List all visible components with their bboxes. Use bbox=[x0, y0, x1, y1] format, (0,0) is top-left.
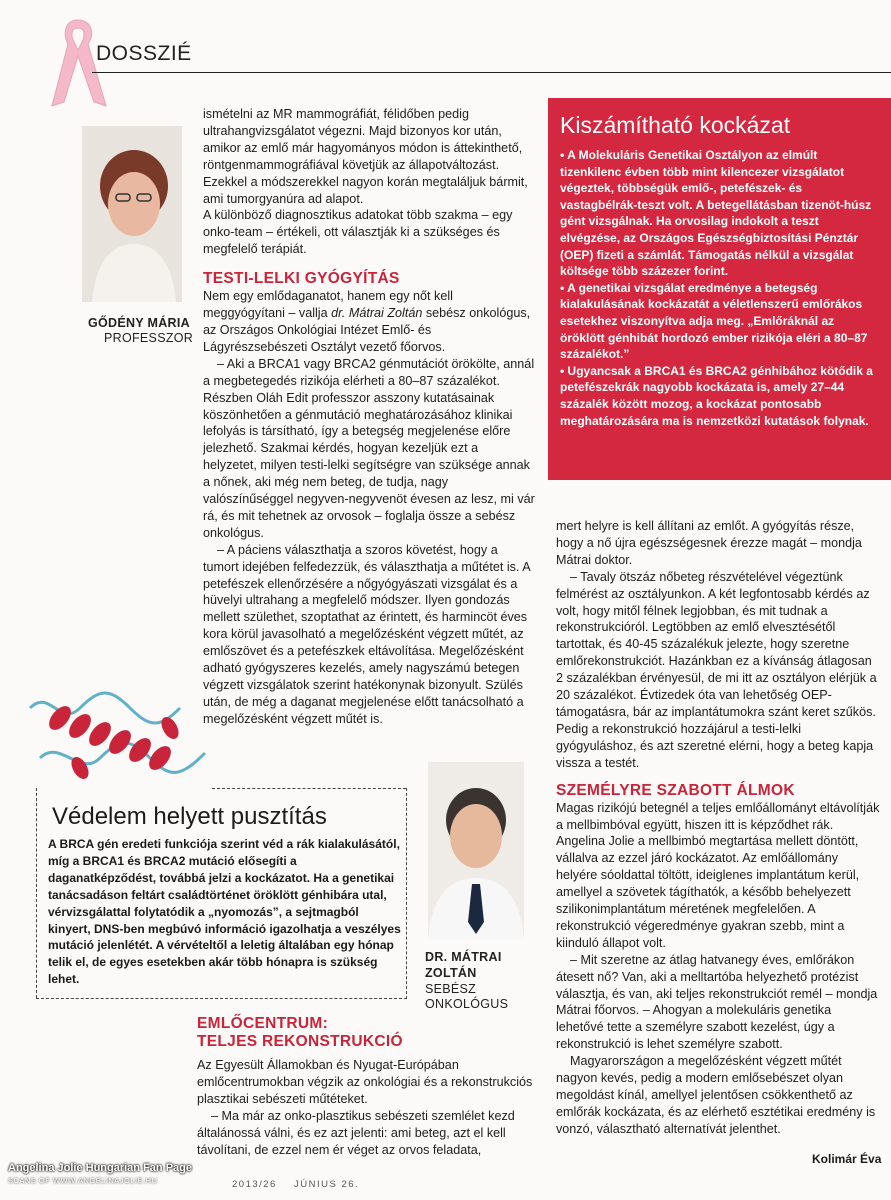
portrait-godeny-maria bbox=[82, 126, 182, 302]
redbox-title: Kiszámítható kockázat bbox=[560, 112, 791, 138]
col3-p1: mert helyre is kell állítani az emlőt. A gyógyítás része, hogy a nő újra egészségesnek érezze magát – mondja Mátrai doktor. bbox=[556, 519, 862, 567]
redbox-item: • A genetikai vizsgálat eredménye a betegség kialakulásának kockázatát a véletlenszerű emlőrákos esetekhez viszonyítva adja meg. „Emlőráknál az öröklött génhibát hordozó ember rizikója eléri a 80–87 százalékot.” bbox=[560, 280, 868, 362]
protein-structure-illustration bbox=[20, 668, 220, 798]
watermark-title: Angelina Jolie Hungarian Fan Page bbox=[8, 1162, 192, 1174]
kiszamithato-kockazat-box bbox=[548, 98, 891, 480]
profile2-name-line1: DR. MÁTRAI bbox=[425, 950, 502, 964]
vedelem-box-top-border bbox=[212, 788, 406, 789]
vedelem-box-left-border bbox=[36, 788, 37, 998]
heading-szemelyre-szabott: SZEMÉLYRE SZABOTT ÁLMOK bbox=[556, 781, 795, 799]
profile1-name: GŐDÉNY MÁRIA bbox=[88, 316, 190, 330]
author-byline: Kolimár Éva bbox=[812, 1152, 882, 1166]
vedelem-title: Védelem helyett pusztítás bbox=[52, 803, 327, 830]
col1-intro2: A különböző diagnosztikus adatokat több szakma – egy onko-team – értékeli, ott választják ki a szükséges és megfelelő terápiát. bbox=[203, 208, 513, 257]
heading-testi-lelki: TESTI-LELKI GYÓGYÍTÁS bbox=[203, 270, 400, 288]
profile2-role-line1: SEBÉSZ bbox=[425, 982, 477, 996]
col2b-p1: Az Egyesült Államokban és Nyugat-Európában emlőcentrumokban végzik az onkológiai és a rekonstrukciós plasztikai sebészeti műtéteket. bbox=[197, 1058, 533, 1106]
column3-text bbox=[556, 518, 880, 1138]
col1-intro: ismételni az MR mammográfiát, félidőben pedig ultrahangvizsgálatot végezni. Majd bizonyos kor után, amikor az emlő már hagyományos módon is áttekinthető, röntgenmammográfiával követjük az állapotváltozást. Ezekkel a módszerekkel nagyon korán megtaláljuk bármit, ami tumorgyanúra ad alapot. bbox=[203, 107, 528, 206]
redbox-item: • A Molekuláris Genetikai Osztályon az elmúlt tizenkilenc évben több mint kilencezer vizsgálatot végeztek, többségük emlő-, petefészek- és vastagbélrák-teszt volt. A betegellátásban tizenöt-húsz gént vizsgálnak. Ha orvosilag indokolt a teszt elvégzése, az Országos Egészségbiztosítási Pénztár (OEP) fizeti a számlát. Támogatás nélkül a vizsgálat költsége több százezer forint. bbox=[560, 148, 872, 279]
col3-p5: Magyarországon a megelőzésként végzett műtét nagyon kevés, pedig a modern emlősebészet olyan megoldást kínál, amellyel jelentősen csökkenthető az emlőrák kockázata, és az elérhető esztétikai eredmény is vonzó, választható alternatívát jelenthet. bbox=[556, 1054, 876, 1136]
col1-p2: – Aki a BRCA1 vagy BRCA2 génmutációt örökölte, annál a megbetegedés rizikója elérheti a 80–87 százalékot. Részben Oláh Edit professzor asszony kutatásainak köszönhetően a génmutáció meghatározásához klinikai lefolyás is társítható, így a betegség megjelenése előre jelezhető. Szakmai kérdés, hogyan kezeljük ezt a helyzetet, milyen testi-lelki segítségre van szüksége annak a nőnek, aki még nem beteg, de tudja, nagy valószínűséggel negyven-negyvenöt évesen az lesz, mi vár rá, és mit tehetnek az orvosok – foglalja össze a sebész onkológus. bbox=[203, 356, 535, 540]
col1-p3: – A páciens választhatja a szoros követést, hogy a tumort idejében felfedezzük, és választhatja a műtétet is. A petefészek ellenőrzésére a nőgyógyászati vizsgálat és a hüvelyi ultrahang a megfelelő módszer. Ilyen gondozás mellett születhet, szoptathat az érintett, és harmincöt éves kora körül javasolható a megelőzésként végzett műtét, az emlőszövet és a petefészkek eltávolítása. Megelőzésként adható gyógyszeres kezelés, amely nagyszámú betegen végzett vizsgálatok szerint hatékonynak bizonyult. Szülés után, de még a daganat megjelenése előtt tanácsolható a megelőzésként végzett műtét is. bbox=[203, 542, 530, 726]
col1-p1: Nem egy emlődaganatot, hanem egy nőt kell meggyógyítani – vallja dr. Mátrai Zoltán sebész onkológus, az Országos Onkológiai Intézet Emlő- és Lágyrészsebészeti Osztályt vezető főorvos. bbox=[203, 289, 531, 354]
column2-bottom-text bbox=[197, 1015, 535, 1158]
col3-p3: Magas rizikójú betegnél a teljes emlőállományt eltávolítják a mellbimbóval együtt, hiszen itt is képződhet rák. Angelina Jolie a mellbimbó megtartása mellett döntött, vállalva az ezzel járó kockázatot. Az emlőállomány helyére sóoldattal töltött, ideiglenes implantátum kerül, amellyel a szövetek tágíthatók, a később behelyezett szilikonimplantátum méretének megfelelően. A rekonstrukció végeredménye gyakran szebb, mint a kiinduló állapot volt. bbox=[556, 800, 880, 950]
portrait-matrai-zoltan bbox=[428, 762, 524, 940]
col3-p4: – Mit szeretne az átlag hatvanegy éves, emlőrákon átesett nő? Van, aki a melltartóba helyezhető protézist választja, és van, aki teljes rekonstrukciót remél – mondja Mátrai főorvos. – Ahogyan a molekuláris genetika lehetővé tette a személyre szabott kezelést, úgy a rekonstrukció is lehet személyre szabott. bbox=[556, 952, 878, 1052]
profile2-role-line2: ONKOLÓGUS bbox=[425, 997, 509, 1011]
vedelem-text: A BRCA gén eredeti funkciója szerint véd a rák kialakulásától, míg a BRCA1 és BRCA2 mutáció elősegíti a daganatképződést, továbbá jelzi a kockázatot. Ha a genetikai tanácsadáson feltárt családtörténet öröklött génhibára utal, vérvizsgálattal folytatódik a „nyomozás”, a sejtmagból kinyert, DNS-ben megbúvó információ igazolhatja a veszélyes mutáció jelenlétét. A vérvételtől a leletig általában egy hónap telik el, de egyes esetekben akár több hónapra is szükség lehet. bbox=[48, 837, 401, 987]
footer-date: JÚNIUS 26. bbox=[294, 1179, 360, 1190]
col3-p2: – Tavaly ötszáz nőbeteg részvételével végeztünk felmérést az osztályunkon. A két legfontosabb kérdés az volt, hogy mitől félnek legjobban, és mit tudnak a rekonstrukcióról. Legtöbben az emlő elvesztésétől tartottak, és 40-45 százalékuk jelezte, hogy szeretne emlőrekonstrukciót. Hazánkban ez a kívánság átlagosan 2 százalékban érvényesül, de mi itt az osztályon elérjük a 20 százalékot. Évtizedek óta van lehetőség OEP-támogatásra, bár az implantátumokra szánt keret szűkös. Pedig a rekonstrukció hozzájárul a testi-lelki gyógyuláshoz, és azt szeretné elérni, hogy a beteg kapja vissza a testét. bbox=[556, 569, 877, 770]
profile1-role: PROFESSZOR bbox=[104, 331, 194, 345]
redbox-item: • Ugyancsak a BRCA1 és BRCA2 génhibához kötődik a petefészekrák nagyobb kockázata is, amely 27–44 százalék között mozog, a kockázat pontosabb meghatározására ma is nemzetközi kutatások folynak. bbox=[560, 363, 873, 428]
section-label: DOSSZIÉ bbox=[96, 42, 192, 65]
heading-emlocentrum: EMLŐCENTRUM: bbox=[197, 1015, 329, 1032]
column1-text bbox=[203, 106, 535, 728]
header-rule bbox=[92, 72, 891, 73]
profile2-name-line2: ZOLTÁN bbox=[425, 966, 477, 980]
footer-issue: 2013/26 bbox=[232, 1179, 277, 1190]
heading-teljes-rekonstrukcio: TELJES REKONSTRUKCIÓ bbox=[197, 1033, 403, 1050]
col2b-p2: – Ma már az onko-plasztikus sebészeti szemlélet kezd általánossá válni, és ez azt jelenti: ami beteg, azt el kell távolítani, de ezzel nem ér véget az orvos feladata, bbox=[197, 1108, 515, 1157]
watermark-subtitle: SCANS OF WWW.ANGELINAJOLIE.HU bbox=[8, 1176, 158, 1185]
